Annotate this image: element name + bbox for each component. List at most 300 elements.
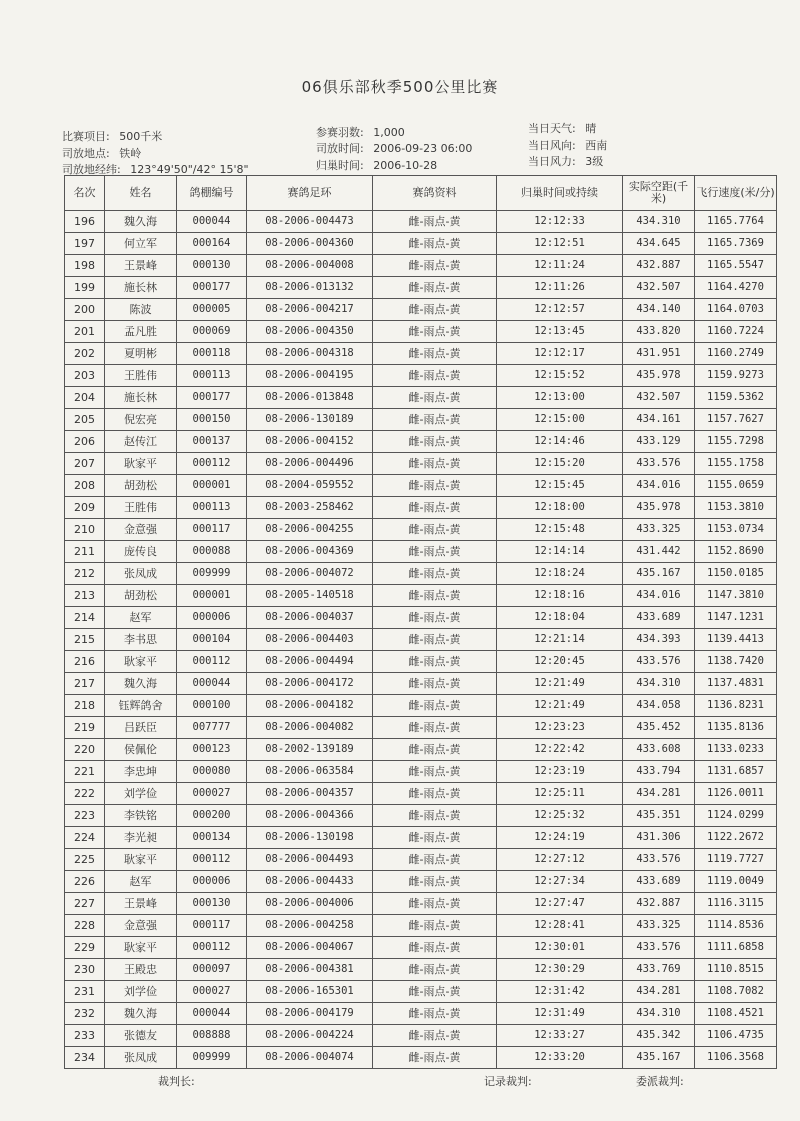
rank-cell: 209	[65, 497, 105, 519]
meta-weather-value: 晴	[585, 122, 597, 135]
loft-id-cell: 000027	[177, 981, 247, 1003]
table-row	[65, 783, 777, 805]
speed-cell: 1136.8231	[695, 695, 777, 717]
arrival-time-cell: 12:14:14	[497, 541, 623, 563]
rank-cell: 203	[65, 365, 105, 387]
speed-cell: 1114.8536	[695, 915, 777, 937]
pigeon-info-cell: 雌-雨点-黄	[373, 651, 497, 673]
meta-weather	[528, 120, 596, 136]
table-row	[65, 409, 777, 431]
rank-cell: 198	[65, 255, 105, 277]
column-header: 鸽棚编号	[177, 176, 247, 211]
table-row	[65, 827, 777, 849]
ring-cell: 08-2006-004182	[247, 695, 373, 717]
loft-id-cell: 000006	[177, 607, 247, 629]
name-cell: 庞传良	[105, 541, 177, 563]
arrival-time-cell: 12:31:49	[497, 1003, 623, 1025]
arrival-time-cell: 12:23:19	[497, 761, 623, 783]
rank-cell: 233	[65, 1025, 105, 1047]
table-row	[65, 453, 777, 475]
ring-cell: 08-2006-004381	[247, 959, 373, 981]
meta-wind-dir-label: 当日风向:	[528, 139, 576, 152]
arrival-time-cell: 12:15:52	[497, 365, 623, 387]
arrival-time-cell: 12:28:41	[497, 915, 623, 937]
distance-cell: 433.325	[623, 915, 695, 937]
footer-recorder: 记录裁判:	[484, 1075, 532, 1088]
distance-cell: 435.452	[623, 717, 695, 739]
speed-cell: 1159.5362	[695, 387, 777, 409]
pigeon-info-cell: 雌-雨点-黄	[373, 431, 497, 453]
meta-coords-label: 司放地经纬:	[62, 163, 121, 176]
rank-cell: 204	[65, 387, 105, 409]
column-header: 赛鸽资料	[373, 176, 497, 211]
ring-cell: 08-2006-130198	[247, 827, 373, 849]
arrival-time-cell: 12:15:48	[497, 519, 623, 541]
arrival-time-cell: 12:23:23	[497, 717, 623, 739]
loft-id-cell: 000080	[177, 761, 247, 783]
ring-cell: 08-2006-004258	[247, 915, 373, 937]
speed-cell: 1111.6858	[695, 937, 777, 959]
name-cell: 胡劲松	[105, 585, 177, 607]
arrival-time-cell: 12:21:14	[497, 629, 623, 651]
loft-id-cell: 000123	[177, 739, 247, 761]
rank-cell: 197	[65, 233, 105, 255]
arrival-time-cell: 12:12:17	[497, 343, 623, 365]
meta-site-value: 铁岭	[119, 147, 142, 160]
arrival-time-cell: 12:33:27	[497, 1025, 623, 1047]
ring-cell: 08-2006-004494	[247, 651, 373, 673]
ring-cell: 08-2006-004072	[247, 563, 373, 585]
distance-cell: 432.887	[623, 255, 695, 277]
rank-cell: 196	[65, 211, 105, 233]
table-row	[65, 321, 777, 343]
name-cell: 魏久海	[105, 673, 177, 695]
meta-release-time	[316, 140, 472, 156]
ring-cell: 08-2006-004217	[247, 299, 373, 321]
speed-cell: 1124.0299	[695, 805, 777, 827]
name-cell: 耿家平	[105, 453, 177, 475]
speed-cell: 1165.7764	[695, 211, 777, 233]
name-cell: 王胜伟	[105, 365, 177, 387]
ring-cell: 08-2006-004006	[247, 893, 373, 915]
ring-cell: 08-2006-165301	[247, 981, 373, 1003]
meta-return-time-value: 2006-10-28	[373, 159, 438, 172]
arrival-time-cell: 12:30:29	[497, 959, 623, 981]
pigeon-info-cell: 雌-雨点-黄	[373, 585, 497, 607]
rank-cell: 213	[65, 585, 105, 607]
distance-cell: 433.325	[623, 519, 695, 541]
distance-cell: 434.016	[623, 585, 695, 607]
rank-cell: 199	[65, 277, 105, 299]
meta-return-time-label: 归巢时间:	[316, 159, 364, 172]
rank-cell: 208	[65, 475, 105, 497]
arrival-time-cell: 12:11:26	[497, 277, 623, 299]
loft-id-cell: 000112	[177, 453, 247, 475]
distance-cell: 432.507	[623, 387, 695, 409]
table-row	[65, 937, 777, 959]
speed-cell: 1150.0185	[695, 563, 777, 585]
arrival-time-cell: 12:13:00	[497, 387, 623, 409]
table-row	[65, 1025, 777, 1047]
table-row	[65, 365, 777, 387]
column-header: 飞行速度(米/分)	[695, 176, 777, 211]
table-row	[65, 255, 777, 277]
distance-cell: 433.129	[623, 431, 695, 453]
ring-cell: 08-2005-140518	[247, 585, 373, 607]
table-row	[65, 585, 777, 607]
column-header: 实际空距(千米)	[623, 176, 695, 211]
distance-cell: 434.310	[623, 211, 695, 233]
pigeon-info-cell: 雌-雨点-黄	[373, 805, 497, 827]
loft-id-cell: 000112	[177, 651, 247, 673]
table-row	[65, 673, 777, 695]
ring-cell: 08-2006-004067	[247, 937, 373, 959]
speed-cell: 1108.4521	[695, 1003, 777, 1025]
speed-cell: 1155.1758	[695, 453, 777, 475]
pigeon-info-cell: 雌-雨点-黄	[373, 871, 497, 893]
distance-cell: 434.281	[623, 783, 695, 805]
pigeon-info-cell: 雌-雨点-黄	[373, 937, 497, 959]
speed-cell: 1119.0049	[695, 871, 777, 893]
loft-id-cell: 000150	[177, 409, 247, 431]
table-row	[65, 805, 777, 827]
loft-id-cell: 000001	[177, 585, 247, 607]
loft-id-cell: 000088	[177, 541, 247, 563]
rank-cell: 206	[65, 431, 105, 453]
arrival-time-cell: 12:12:57	[497, 299, 623, 321]
name-cell: 李忠坤	[105, 761, 177, 783]
pigeon-info-cell: 雌-雨点-黄	[373, 1047, 497, 1069]
distance-cell: 433.576	[623, 937, 695, 959]
meta-wind-dir	[528, 137, 607, 153]
arrival-time-cell: 12:15:45	[497, 475, 623, 497]
speed-cell: 1108.7082	[695, 981, 777, 1003]
name-cell: 赵军	[105, 607, 177, 629]
distance-cell: 433.794	[623, 761, 695, 783]
speed-cell: 1165.7369	[695, 233, 777, 255]
table-row	[65, 849, 777, 871]
table-row	[65, 981, 777, 1003]
distance-cell: 433.689	[623, 607, 695, 629]
name-cell: 王景峰	[105, 255, 177, 277]
pigeon-info-cell: 雌-雨点-黄	[373, 563, 497, 585]
loft-id-cell: 000117	[177, 519, 247, 541]
name-cell: 耿家平	[105, 937, 177, 959]
pigeon-info-cell: 雌-雨点-黄	[373, 1025, 497, 1047]
rank-cell: 230	[65, 959, 105, 981]
distance-cell: 434.281	[623, 981, 695, 1003]
arrival-time-cell: 12:24:19	[497, 827, 623, 849]
name-cell: 王胜伟	[105, 497, 177, 519]
name-cell: 陈波	[105, 299, 177, 321]
table-row	[65, 541, 777, 563]
speed-cell: 1165.5547	[695, 255, 777, 277]
speed-cell: 1126.0011	[695, 783, 777, 805]
speed-cell: 1155.7298	[695, 431, 777, 453]
speed-cell: 1116.3115	[695, 893, 777, 915]
rank-cell: 218	[65, 695, 105, 717]
speed-cell: 1153.0734	[695, 519, 777, 541]
table-row	[65, 343, 777, 365]
arrival-time-cell: 12:25:11	[497, 783, 623, 805]
meta-wind-dir-value: 西南	[585, 139, 608, 152]
arrival-time-cell: 12:15:00	[497, 409, 623, 431]
pigeon-info-cell: 雌-雨点-黄	[373, 255, 497, 277]
meta-pigeons	[316, 124, 405, 140]
loft-id-cell: 000177	[177, 387, 247, 409]
rank-cell: 220	[65, 739, 105, 761]
pigeon-info-cell: 雌-雨点-黄	[373, 211, 497, 233]
name-cell: 魏久海	[105, 211, 177, 233]
meta-event	[62, 128, 162, 144]
table-row	[65, 1003, 777, 1025]
name-cell: 赵传江	[105, 431, 177, 453]
meta-pigeons-value: 1,000	[373, 126, 405, 139]
arrival-time-cell: 12:27:34	[497, 871, 623, 893]
pigeon-info-cell: 雌-雨点-黄	[373, 453, 497, 475]
pigeon-info-cell: 雌-雨点-黄	[373, 629, 497, 651]
rank-cell: 201	[65, 321, 105, 343]
table-row	[65, 299, 777, 321]
name-cell: 李铁铭	[105, 805, 177, 827]
ring-cell: 08-2006-004037	[247, 607, 373, 629]
ring-cell: 08-2006-004074	[247, 1047, 373, 1069]
table-body	[65, 211, 777, 1069]
pigeon-info-cell: 雌-雨点-黄	[373, 409, 497, 431]
pigeon-info-cell: 雌-雨点-黄	[373, 343, 497, 365]
rank-cell: 207	[65, 453, 105, 475]
loft-id-cell: 000177	[177, 277, 247, 299]
pigeon-info-cell: 雌-雨点-黄	[373, 893, 497, 915]
name-cell: 李光昶	[105, 827, 177, 849]
name-cell: 耿家平	[105, 849, 177, 871]
rank-cell: 217	[65, 673, 105, 695]
speed-cell: 1122.2672	[695, 827, 777, 849]
distance-cell: 433.769	[623, 959, 695, 981]
loft-id-cell: 000104	[177, 629, 247, 651]
speed-cell: 1106.3568	[695, 1047, 777, 1069]
footer-chief-judge: 裁判长:	[158, 1075, 195, 1088]
distance-cell: 434.310	[623, 673, 695, 695]
ring-cell: 08-2006-004318	[247, 343, 373, 365]
ring-cell: 08-2006-004224	[247, 1025, 373, 1047]
speed-cell: 1152.8690	[695, 541, 777, 563]
loft-id-cell: 009999	[177, 1047, 247, 1069]
loft-id-cell: 000044	[177, 1003, 247, 1025]
meta-wind-force-label: 当日风力:	[528, 155, 576, 168]
loft-id-cell: 000130	[177, 893, 247, 915]
ring-cell: 08-2006-013848	[247, 387, 373, 409]
rank-cell: 224	[65, 827, 105, 849]
rank-cell: 232	[65, 1003, 105, 1025]
speed-cell: 1155.0659	[695, 475, 777, 497]
distance-cell: 434.310	[623, 1003, 695, 1025]
distance-cell: 434.645	[623, 233, 695, 255]
arrival-time-cell: 12:31:42	[497, 981, 623, 1003]
rank-cell: 210	[65, 519, 105, 541]
table-row	[65, 893, 777, 915]
arrival-time-cell: 12:21:49	[497, 695, 623, 717]
name-cell: 倪宏亮	[105, 409, 177, 431]
table-row	[65, 1047, 777, 1069]
table-row	[65, 915, 777, 937]
table-row	[65, 607, 777, 629]
arrival-time-cell: 12:18:00	[497, 497, 623, 519]
pigeon-info-cell: 雌-雨点-黄	[373, 519, 497, 541]
speed-cell: 1137.4831	[695, 673, 777, 695]
arrival-time-cell: 12:18:24	[497, 563, 623, 585]
ring-cell: 08-2006-004179	[247, 1003, 373, 1025]
table-row	[65, 431, 777, 453]
meta-weather-label: 当日天气:	[528, 122, 576, 135]
loft-id-cell: 000117	[177, 915, 247, 937]
distance-cell: 434.140	[623, 299, 695, 321]
table-row	[65, 277, 777, 299]
loft-id-cell: 009999	[177, 563, 247, 585]
name-cell: 赵军	[105, 871, 177, 893]
table-row	[65, 475, 777, 497]
distance-cell: 434.161	[623, 409, 695, 431]
pigeon-info-cell: 雌-雨点-黄	[373, 783, 497, 805]
name-cell: 侯佩伦	[105, 739, 177, 761]
speed-cell: 1147.1231	[695, 607, 777, 629]
pigeon-info-cell: 雌-雨点-黄	[373, 321, 497, 343]
arrival-time-cell: 12:18:04	[497, 607, 623, 629]
name-cell: 魏久海	[105, 1003, 177, 1025]
pigeon-info-cell: 雌-雨点-黄	[373, 475, 497, 497]
meta-release-time-label: 司放时间:	[316, 142, 364, 155]
table-row	[65, 387, 777, 409]
arrival-time-cell: 12:11:24	[497, 255, 623, 277]
table-row	[65, 739, 777, 761]
meta-pigeons-label: 参赛羽数:	[316, 126, 364, 139]
rank-cell: 226	[65, 871, 105, 893]
pigeon-info-cell: 雌-雨点-黄	[373, 541, 497, 563]
arrival-time-cell: 12:33:20	[497, 1047, 623, 1069]
ring-cell: 08-2006-013132	[247, 277, 373, 299]
ring-cell: 08-2006-004152	[247, 431, 373, 453]
ring-cell: 08-2006-004360	[247, 233, 373, 255]
rank-cell: 223	[65, 805, 105, 827]
meta-wind-force	[528, 153, 603, 169]
arrival-time-cell: 12:14:46	[497, 431, 623, 453]
rank-cell: 221	[65, 761, 105, 783]
arrival-time-cell: 12:20:45	[497, 651, 623, 673]
name-cell: 金意强	[105, 915, 177, 937]
distance-cell: 431.306	[623, 827, 695, 849]
loft-id-cell: 000118	[177, 343, 247, 365]
pigeon-info-cell: 雌-雨点-黄	[373, 387, 497, 409]
name-cell: 王殿忠	[105, 959, 177, 981]
name-cell: 刘学俭	[105, 783, 177, 805]
pigeon-info-cell: 雌-雨点-黄	[373, 739, 497, 761]
loft-id-cell: 000130	[177, 255, 247, 277]
meta-site-label: 司放地点:	[62, 147, 110, 160]
name-cell: 金意强	[105, 519, 177, 541]
loft-id-cell: 000134	[177, 827, 247, 849]
column-header: 归巢时间或持续	[497, 176, 623, 211]
rank-cell: 231	[65, 981, 105, 1003]
arrival-time-cell: 12:21:49	[497, 673, 623, 695]
distance-cell: 434.058	[623, 695, 695, 717]
distance-cell: 434.393	[623, 629, 695, 651]
speed-cell: 1160.2749	[695, 343, 777, 365]
distance-cell: 433.689	[623, 871, 695, 893]
ring-cell: 08-2006-004369	[247, 541, 373, 563]
arrival-time-cell: 12:22:42	[497, 739, 623, 761]
rank-cell: 216	[65, 651, 105, 673]
loft-id-cell: 000097	[177, 959, 247, 981]
loft-id-cell: 000164	[177, 233, 247, 255]
name-cell: 胡劲松	[105, 475, 177, 497]
ring-cell: 08-2006-004473	[247, 211, 373, 233]
name-cell: 耿家平	[105, 651, 177, 673]
rank-cell: 212	[65, 563, 105, 585]
distance-cell: 435.978	[623, 497, 695, 519]
name-cell: 何立军	[105, 233, 177, 255]
meta-event-value: 500千米	[119, 130, 163, 143]
pigeon-info-cell: 雌-雨点-黄	[373, 959, 497, 981]
arrival-time-cell: 12:12:51	[497, 233, 623, 255]
rank-cell: 229	[65, 937, 105, 959]
name-cell: 吕跃臣	[105, 717, 177, 739]
arrival-time-cell: 12:18:16	[497, 585, 623, 607]
ring-cell: 08-2006-004172	[247, 673, 373, 695]
pigeon-info-cell: 雌-雨点-黄	[373, 673, 497, 695]
ring-cell: 08-2006-130189	[247, 409, 373, 431]
table-row	[65, 211, 777, 233]
arrival-time-cell: 12:13:45	[497, 321, 623, 343]
pigeon-info-cell: 雌-雨点-黄	[373, 981, 497, 1003]
distance-cell: 431.442	[623, 541, 695, 563]
table-row	[65, 651, 777, 673]
distance-cell: 435.167	[623, 563, 695, 585]
table-row	[65, 233, 777, 255]
loft-id-cell: 007777	[177, 717, 247, 739]
rank-cell: 228	[65, 915, 105, 937]
ring-cell: 08-2006-004357	[247, 783, 373, 805]
loft-id-cell: 008888	[177, 1025, 247, 1047]
ring-cell: 08-2006-004496	[247, 453, 373, 475]
table-row	[65, 519, 777, 541]
distance-cell: 433.576	[623, 651, 695, 673]
arrival-time-cell: 12:25:32	[497, 805, 623, 827]
loft-id-cell: 000044	[177, 673, 247, 695]
name-cell: 张凤成	[105, 1047, 177, 1069]
loft-id-cell: 000113	[177, 365, 247, 387]
arrival-time-cell: 12:27:12	[497, 849, 623, 871]
table-row	[65, 871, 777, 893]
speed-cell: 1131.6857	[695, 761, 777, 783]
name-cell: 李书思	[105, 629, 177, 651]
table-header	[65, 176, 777, 211]
distance-cell: 433.576	[623, 849, 695, 871]
meta-release-time-value: 2006-09-23 06:00	[373, 142, 473, 155]
meta-wind-force-value: 3级	[585, 155, 604, 168]
arrival-time-cell: 12:27:47	[497, 893, 623, 915]
ring-cell: 08-2006-004255	[247, 519, 373, 541]
pigeon-info-cell: 雌-雨点-黄	[373, 695, 497, 717]
table-row	[65, 497, 777, 519]
distance-cell: 435.351	[623, 805, 695, 827]
speed-cell: 1147.3810	[695, 585, 777, 607]
loft-id-cell: 000069	[177, 321, 247, 343]
distance-cell: 432.507	[623, 277, 695, 299]
name-cell: 刘学俭	[105, 981, 177, 1003]
speed-cell: 1160.7224	[695, 321, 777, 343]
column-header: 赛鸽足环	[247, 176, 373, 211]
name-cell: 张德友	[105, 1025, 177, 1047]
